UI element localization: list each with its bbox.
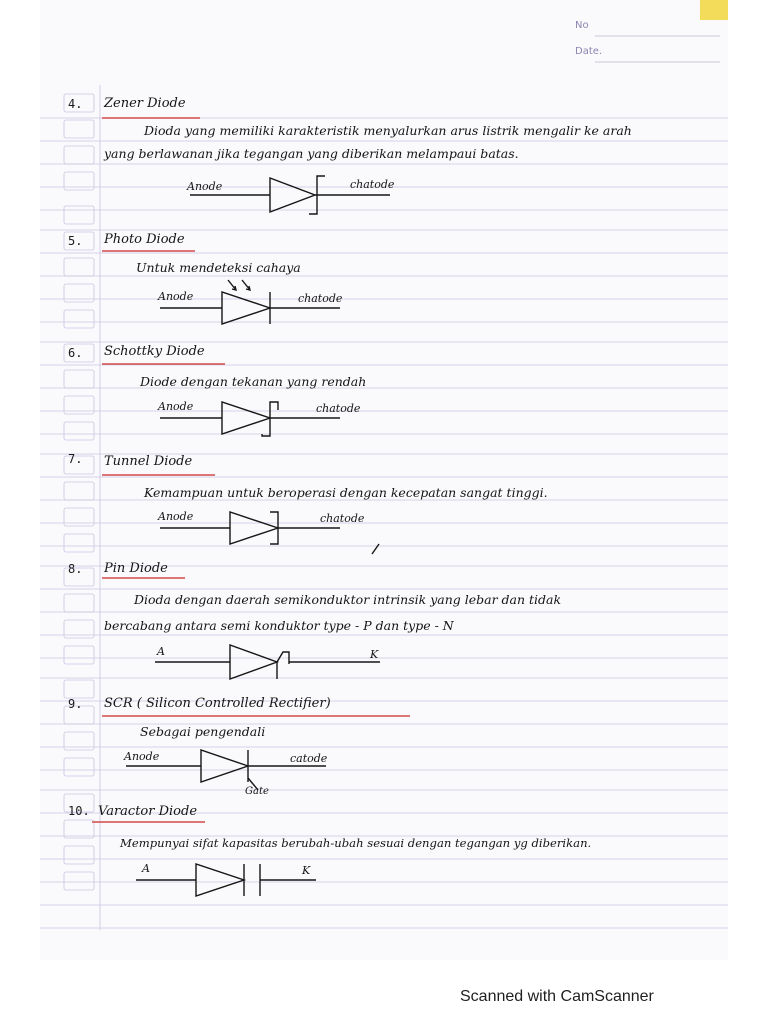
section-7-line-1: Kemampuan untuk beroperasi dengan kecepatan sangat tinggi.	[144, 485, 548, 500]
section-9-anode-label: Anode	[124, 750, 160, 763]
yellow-corner	[700, 0, 728, 20]
section-9-number: 9.	[68, 697, 83, 711]
section-10-anode-label: A	[142, 862, 150, 875]
section-4-title: Zener Diode	[104, 96, 186, 111]
section-8-title: Pin Diode	[104, 561, 168, 576]
section-8-anode-label: A	[157, 645, 165, 658]
section-5-line-1: Untuk mendeteksi cahaya	[136, 260, 301, 275]
section-7-number: 7.	[68, 452, 83, 466]
section-9-gate-label: Gate	[245, 786, 269, 797]
section-6-cathode-label: chatode	[316, 402, 361, 415]
camscanner-watermark: Scanned with CamScanner	[460, 988, 654, 1005]
scr-symbol	[126, 746, 346, 796]
section-4-line-1: Dioda yang memiliki karakteristik menyalurkan arus listrik mengalir ke arah	[144, 123, 632, 138]
section-5-cathode-label: chatode	[298, 292, 343, 305]
section-4-line-2: yang berlawanan jika tegangan yang diberikan melampaui batas.	[104, 146, 519, 161]
section-10-line-1: Mempunyai sifat kapasitas berubah-ubah sesuai dengan tegangan yg diberikan.	[120, 836, 592, 850]
pen-mark	[370, 542, 382, 556]
varactor-diode-symbol	[136, 858, 336, 900]
section-9-title: SCR ( Silicon Controlled Rectifier)	[104, 696, 331, 711]
section-10-number: 10.	[68, 804, 90, 818]
section-6-line-1: Diode dengan tekanan yang rendah	[140, 374, 367, 389]
section-5-anode-label: Anode	[158, 290, 194, 303]
section-8-line-2: bercabang antara semi konduktor type - P dan type - N	[104, 618, 454, 633]
pin-diode-symbol	[155, 640, 395, 686]
section-9-line-1: Sebagai pengendali	[140, 724, 266, 739]
section-8-cathode-label: K	[370, 648, 379, 661]
section-6-title: Schottky Diode	[104, 344, 205, 359]
section-8-number: 8.	[68, 562, 83, 576]
section-4-cathode-label: chatode	[350, 178, 395, 191]
section-5-title: Photo Diode	[104, 232, 185, 247]
section-4-number: 4.	[68, 97, 83, 111]
tunnel-diode-symbol	[160, 506, 380, 552]
section-10-cathode-label: K	[302, 864, 311, 877]
schottky-diode-symbol	[160, 396, 380, 442]
section-9-cathode-label: catode	[290, 752, 328, 765]
section-7-cathode-label: chatode	[320, 512, 365, 525]
zener-diode-symbol	[190, 172, 420, 218]
photo-diode-symbol	[160, 278, 390, 328]
section-4-anode-label: Anode	[187, 180, 223, 193]
section-6-anode-label: Anode	[158, 400, 194, 413]
section-10-title: Varactor Diode	[98, 804, 198, 819]
notebook-page	[40, 0, 728, 960]
header-date: Date.	[575, 46, 603, 57]
section-5-number: 5.	[68, 234, 83, 248]
section-8-line-1: Dioda dengan daerah semikonduktor intrinsik yang lebar dan tidak	[134, 592, 562, 607]
header-no: No	[575, 20, 589, 31]
section-7-anode-label: Anode	[158, 510, 194, 523]
section-7-title: Tunnel Diode	[104, 454, 193, 469]
section-6-number: 6.	[68, 346, 83, 360]
